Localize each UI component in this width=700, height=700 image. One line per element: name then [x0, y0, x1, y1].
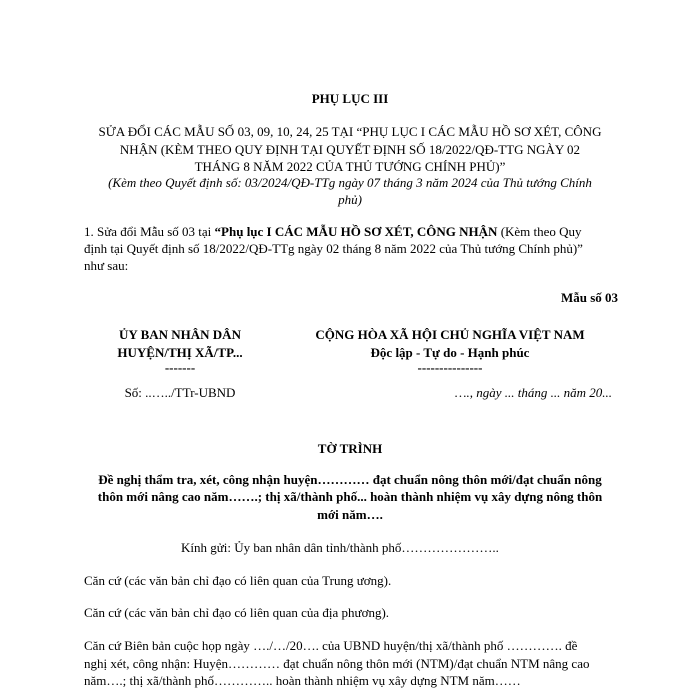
form-number: Mẫu số 03: [560, 290, 618, 305]
recipient: Kính gửi: Ủy ban nhân dân tỉnh/thành phố…………………..: [181, 540, 499, 555]
intro-line3: như sau:: [84, 258, 129, 273]
intro-suffix: (Kèm theo Quy: [497, 224, 582, 239]
intro-prefix: 1. Sửa đổi Mẫu số 03 tại: [84, 224, 215, 239]
appendix-heading-line3: THÁNG 8 NĂM 2022 CỦA THỦ TƯỚNG CHÍNH PHỦ)”: [194, 159, 506, 174]
proposal-line3: mới năm….: [317, 507, 383, 522]
right-header-line2: Độc lập - Tự do - Hạnh phúc: [370, 345, 530, 360]
basis-meeting-line2: nghị xét, công nhận: Huyện………… đạt chuẩn nông thôn mới (NTM)/đạt chuẩn NTM nâng cao: [84, 656, 590, 671]
basis-meeting-line3: năm….; thị xã/thành phố………….. hoàn thành nhiệm vụ xây dựng NTM năm……: [84, 673, 521, 688]
intro-bold: “Phụ lục I CÁC MẪU HỒ SƠ XÉT, CÔNG NHẬN: [214, 224, 498, 239]
appendix-heading-line2: NHẬN (KÈM THEO QUY ĐỊNH TẠI QUYẾT ĐỊNH SỐ 18/2022/QĐ-TTG NGÀY 02: [119, 142, 581, 157]
right-header-line1: CỘNG HÒA XÃ HỘI CHỦ NGHĨA VIỆT NAM: [315, 327, 585, 342]
appendix-heading-line1: SỬA ĐỔI CÁC MẪU SỐ 03, 09, 10, 24, 25 TẠI “PHỤ LỤC I CÁC MẪU HỒ SƠ XÉT, CÔNG: [98, 124, 602, 139]
appendix-subtitle-line1: (Kèm theo Quyết định số: 03/2024/QĐ-TTg ngày 07 tháng 3 năm 2024 của Thủ tướng Chính: [108, 175, 592, 190]
appendix-title: PHỤ LỤC III: [311, 91, 389, 106]
basis-meeting-line1: Căn cứ Biên bản cuộc họp ngày …./…/20…. của UBND huyện/thị xã/thành phố …………. đề: [84, 638, 578, 653]
doc-title: TỜ TRÌNH: [317, 441, 383, 456]
document-number: Số: ..…../TTr-UBND: [124, 385, 236, 400]
left-header-line2: HUYỆN/THỊ XÃ/TP...: [117, 345, 243, 360]
intro-line1: [84, 223, 582, 241]
basis-local: Căn cứ (các văn bản chỉ đạo có liên quan của địa phương).: [84, 605, 390, 620]
right-header-dashes: ---------------: [417, 360, 483, 375]
left-header-dashes: -------: [164, 360, 196, 375]
proposal-line1: Đề nghị thẩm tra, xét, công nhận huyện………… đạt chuẩn nông thôn mới/đạt chuẩn nông: [98, 472, 602, 487]
intro-line2: định tại Quyết định số 18/2022/QĐ-TTg ngày 02 tháng 8 năm 2022 của Thủ tướng Chính phủ)”: [84, 241, 583, 256]
left-header-line1: ỦY BAN NHÂN DÂN: [119, 327, 241, 342]
proposal-line2: thôn mới nâng cao năm…….; thị xã/thành phố... hoàn thành nhiệm vụ xây dựng nông thôn: [97, 489, 603, 504]
basis-central: Căn cứ (các văn bản chỉ đạo có liên quan của Trung ương).: [84, 573, 392, 588]
appendix-subtitle-line2: phủ): [338, 192, 362, 207]
document-date: …., ngày ... tháng ... năm 20...: [454, 385, 612, 400]
